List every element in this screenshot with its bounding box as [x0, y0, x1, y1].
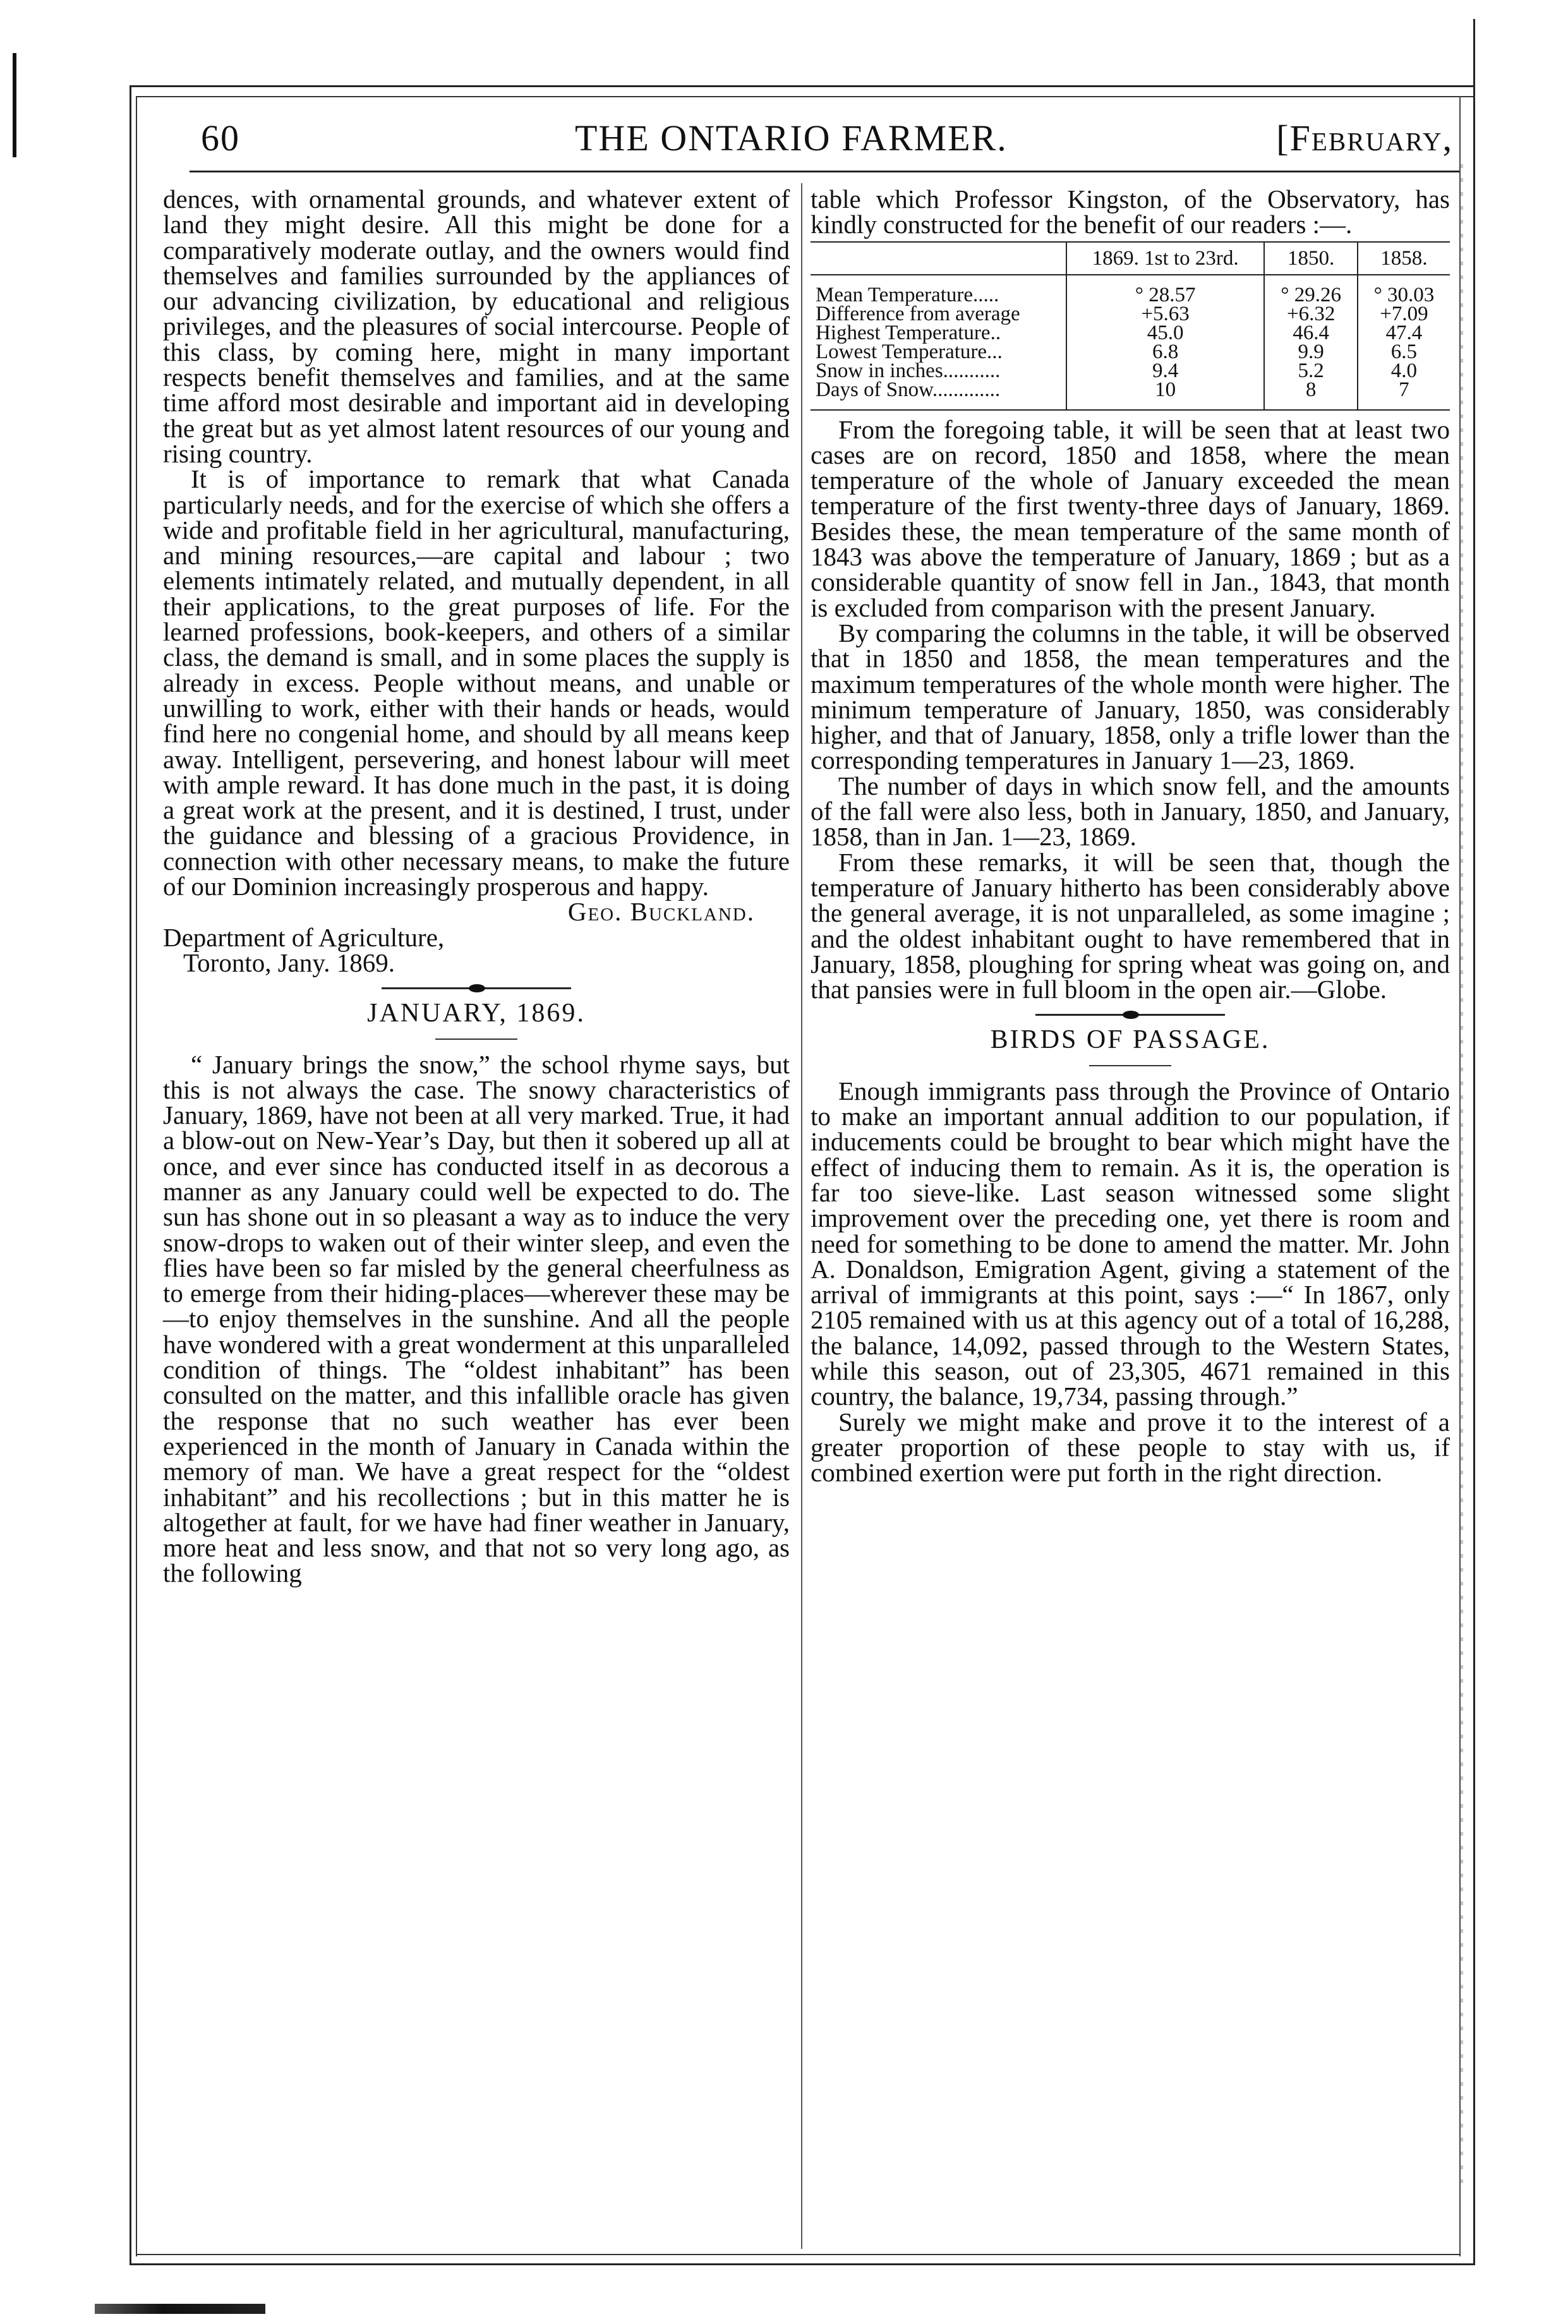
- table-cell: Highest Temperature..: [816, 321, 1001, 344]
- table-cell: 8: [1264, 380, 1357, 399]
- paragraph: By comparing the columns in the table, it will be observed that in 1850 and 1858, the mean temperatures and the maximum temperatures of the whole month were higher. The minimum temperature of January, 1850, was considerably higher, and that of January, 1858, only a trifle lower than the corresponding temperatures in January 1—23, 1869.: [811, 618, 1450, 775]
- page-frame-left-inner: [136, 96, 137, 2256]
- table-header-cell: [811, 242, 1066, 275]
- paragraph: It is of importance to remark that what Canada particularly needs, and for the exercise of which she offers a wide and profitable field in her agricultural, manufacturing, and mining resources,—are capital and labour ; two elements intimately related, and mutually dependent, in all their applications, to the great purposes of life. For the learned professions, book-keepers, and others of a similar class, the demand is small, and in some places the supply is already in excess. People without means, and unable or unwilling to work, either with their hands or heads, would find here no congenial home, and should by all means keep away. Intelligent, persevering, and honest labour will meet with ample reward. It has done much in the past, it is doing a great work at the present, and it is destined, I trust, under the guidance and blessing of a gracious Providence, in connection with other necessary means, to make the future of our Dominion increasingly prosperous and happy.: [163, 464, 790, 901]
- paragraph: “ January brings the snow,” the school rhyme says, but this is not always the case. The snowy characteristics of January, 1869, have not been at all very marked. True, it had a blow-out on New-Year’s Day, but then it sobered up all at once, and ever since has conducted itself in as decorous a manner as any January could well be expected to do. The sun has shone out in so pleasant a way as to induce the very snow-drops to waken out of their winter sleep, and even the flies have been so far misled by the general cheerfulness as to emerge from their hiding-places—wherever these may be—to enjoy themselves in the sunshine. And all the people have wondered with a great wonderment at this unparalleled condition of things. The “oldest inhabitant” has been consulted on the matter, and this infallible oracle has given the response that no such weather has ever been experienced in the month of January in Canada within the memory of man. We have a great respect for the “oldest inhabitant” and his recollections ; but in this matter he is altogether at fault, for we have had finer weather in January, more heat and less snow, and that not so very long ago, as the following: [163, 1049, 790, 1588]
- table-row: [811, 361, 1450, 380]
- table-cell: Difference from average: [816, 302, 1020, 325]
- paragraph: table which Professor Kingston, of the Observatory, has kindly constructed for the benefit of our readers :—.: [811, 184, 1450, 239]
- heading-rule: [163, 1027, 790, 1052]
- table-cell: 6.5: [1358, 342, 1450, 361]
- table-cell: ° 29.26: [1264, 275, 1357, 304]
- table-cell: ° 28.57: [1066, 275, 1265, 304]
- table-cell: +5.63: [1066, 304, 1265, 323]
- page-frame-right: [1473, 19, 1475, 2265]
- paragraph: From the foregoing table, it will be seen that at least two cases are on record, 1850 and 1858, where the mean temperature of the whole of January exceeded the mean temperature of the first twenty-three days of January, 1869. Besides these, the mean temperature of the same month of 1843 was above the temperature of January, 1869 ; but as a considerable quantity of snow fell in Jan., 1843, that month is excluded from comparison with the present January.: [811, 414, 1450, 622]
- table-cell: Days of Snow.............: [816, 378, 1001, 401]
- table-cell: Snow in inches...........: [816, 359, 1001, 382]
- table-cell: 7: [1358, 380, 1450, 399]
- table-cell: 45.0: [1066, 323, 1265, 342]
- table-row: [811, 275, 1450, 304]
- table-cell: 4.0: [1358, 361, 1450, 380]
- table-header-row: [811, 242, 1450, 275]
- section-ornament: [811, 1002, 1450, 1027]
- scan-edge-marks: [1461, 164, 1463, 2186]
- left-column: [163, 186, 790, 1586]
- page-frame-left: [130, 85, 131, 2265]
- publication-title: THE ONTARIO FARMER.: [575, 117, 1008, 159]
- scan-bottom-artifact: [95, 2304, 265, 2314]
- paragraph: From these remarks, it will be seen that, though the temperature of January hitherto has been considerably above the general average, it is not unparalleled, as some imagine ; and the oldest inhabitant ought to have remembered that in January, 1858, ploughing for spring wheat was going on, and that pansies were in full bloom in the open air.—Globe.: [811, 847, 1450, 1004]
- table-row: [811, 380, 1450, 399]
- paragraph: The number of days in which snow fell, and the amounts of the fall were also less, both in January, 1850, and January, 1858, than in Jan. 1—23, 1869.: [811, 771, 1450, 852]
- page-frame-top-inner: [136, 96, 1475, 97]
- author-place-date: Toronto, Jany. 1869.: [183, 948, 395, 977]
- header-rule: [190, 171, 1459, 172]
- table-cell: Mean Temperature.....: [816, 283, 999, 306]
- heading-rule: [811, 1053, 1450, 1078]
- table-cell: 6.8: [1066, 342, 1265, 361]
- table-cell: ° 30.03: [1358, 275, 1450, 304]
- section-heading: JANUARY, 1869.: [367, 999, 586, 1028]
- paragraph: Surely we might make and prove it to the interest of a greater proportion of these people to stay with us, if combined exertion were put forth in the right direction.: [811, 1407, 1450, 1488]
- paragraph: dences, with ornamental grounds, and whatever extent of land they might desire. All this might be done for a comparatively moderate outlay, and the owners would find themselves and families surrounded by the appliances of our advancing civilization, by educational and religious privileges, and the pleasures of social intercourse. People of this class, by coming here, might in many important respects benefit themselves and families, and at the same time afford most desirable and important aid in developing the great but as yet almost latent resources of our young and rising country.: [163, 184, 790, 468]
- table-cell: 9.4: [1066, 361, 1265, 380]
- right-column: [811, 184, 1450, 1488]
- page-number: 60: [201, 117, 240, 159]
- page-frame-top: [130, 85, 1475, 87]
- table-cell: 10: [1066, 380, 1265, 399]
- column-divider: [801, 183, 802, 2249]
- table-cell: 46.4: [1264, 323, 1357, 342]
- table-cell: 5.2: [1264, 361, 1357, 380]
- table-row: [811, 304, 1450, 323]
- author-signature: Geo. Buckland.: [567, 897, 755, 927]
- table-header-cell: 1869. 1st to 23rd.: [1066, 242, 1265, 275]
- table-cell: Lowest Temperature...: [816, 340, 1003, 363]
- table-header-cell: 1850.: [1264, 242, 1357, 275]
- table-row: [811, 342, 1450, 361]
- author-department: Department of Agriculture,: [163, 922, 445, 952]
- table-cell: +6.32: [1264, 304, 1357, 323]
- section-heading: BIRDS OF PASSAGE.: [990, 1025, 1270, 1055]
- issue-month: [February,: [1276, 117, 1453, 159]
- scan-margin-bar: [13, 53, 16, 157]
- weather-table: [811, 241, 1450, 411]
- paragraph: Enough immigrants pass through the Province of Ontario to make an important annual addition to our population, if inducements could be brought to bear which might have the effect of inducing them to remain. As it is, the operation is far too sieve-like. Last season witnessed some slight improvement over the preceding one, yet there is room and need for something to be done to amend the matter. Mr. John A. Donaldson, Emigration Agent, giving a statement of the arrival of immigrants at this point, says :—“ In 1867, only 2105 remained with us at this agency out of a total of 16,288, the balance, 14,092, passed through to the Western States, while this season, out of 23,305, 4671 remained in this country, the balance, 19,734, passing through.”: [811, 1076, 1450, 1411]
- table-cell: 47.4: [1358, 323, 1450, 342]
- table-cell: 9.9: [1264, 342, 1357, 361]
- page-frame-bottom: [130, 2263, 1475, 2265]
- table-cell: +7.09: [1358, 304, 1450, 323]
- table-row: [811, 323, 1450, 342]
- running-header: [183, 117, 1459, 167]
- section-ornament: [163, 975, 790, 1001]
- page-frame-bottom-inner: [136, 2254, 1461, 2255]
- table-header-cell: 1858.: [1358, 242, 1450, 275]
